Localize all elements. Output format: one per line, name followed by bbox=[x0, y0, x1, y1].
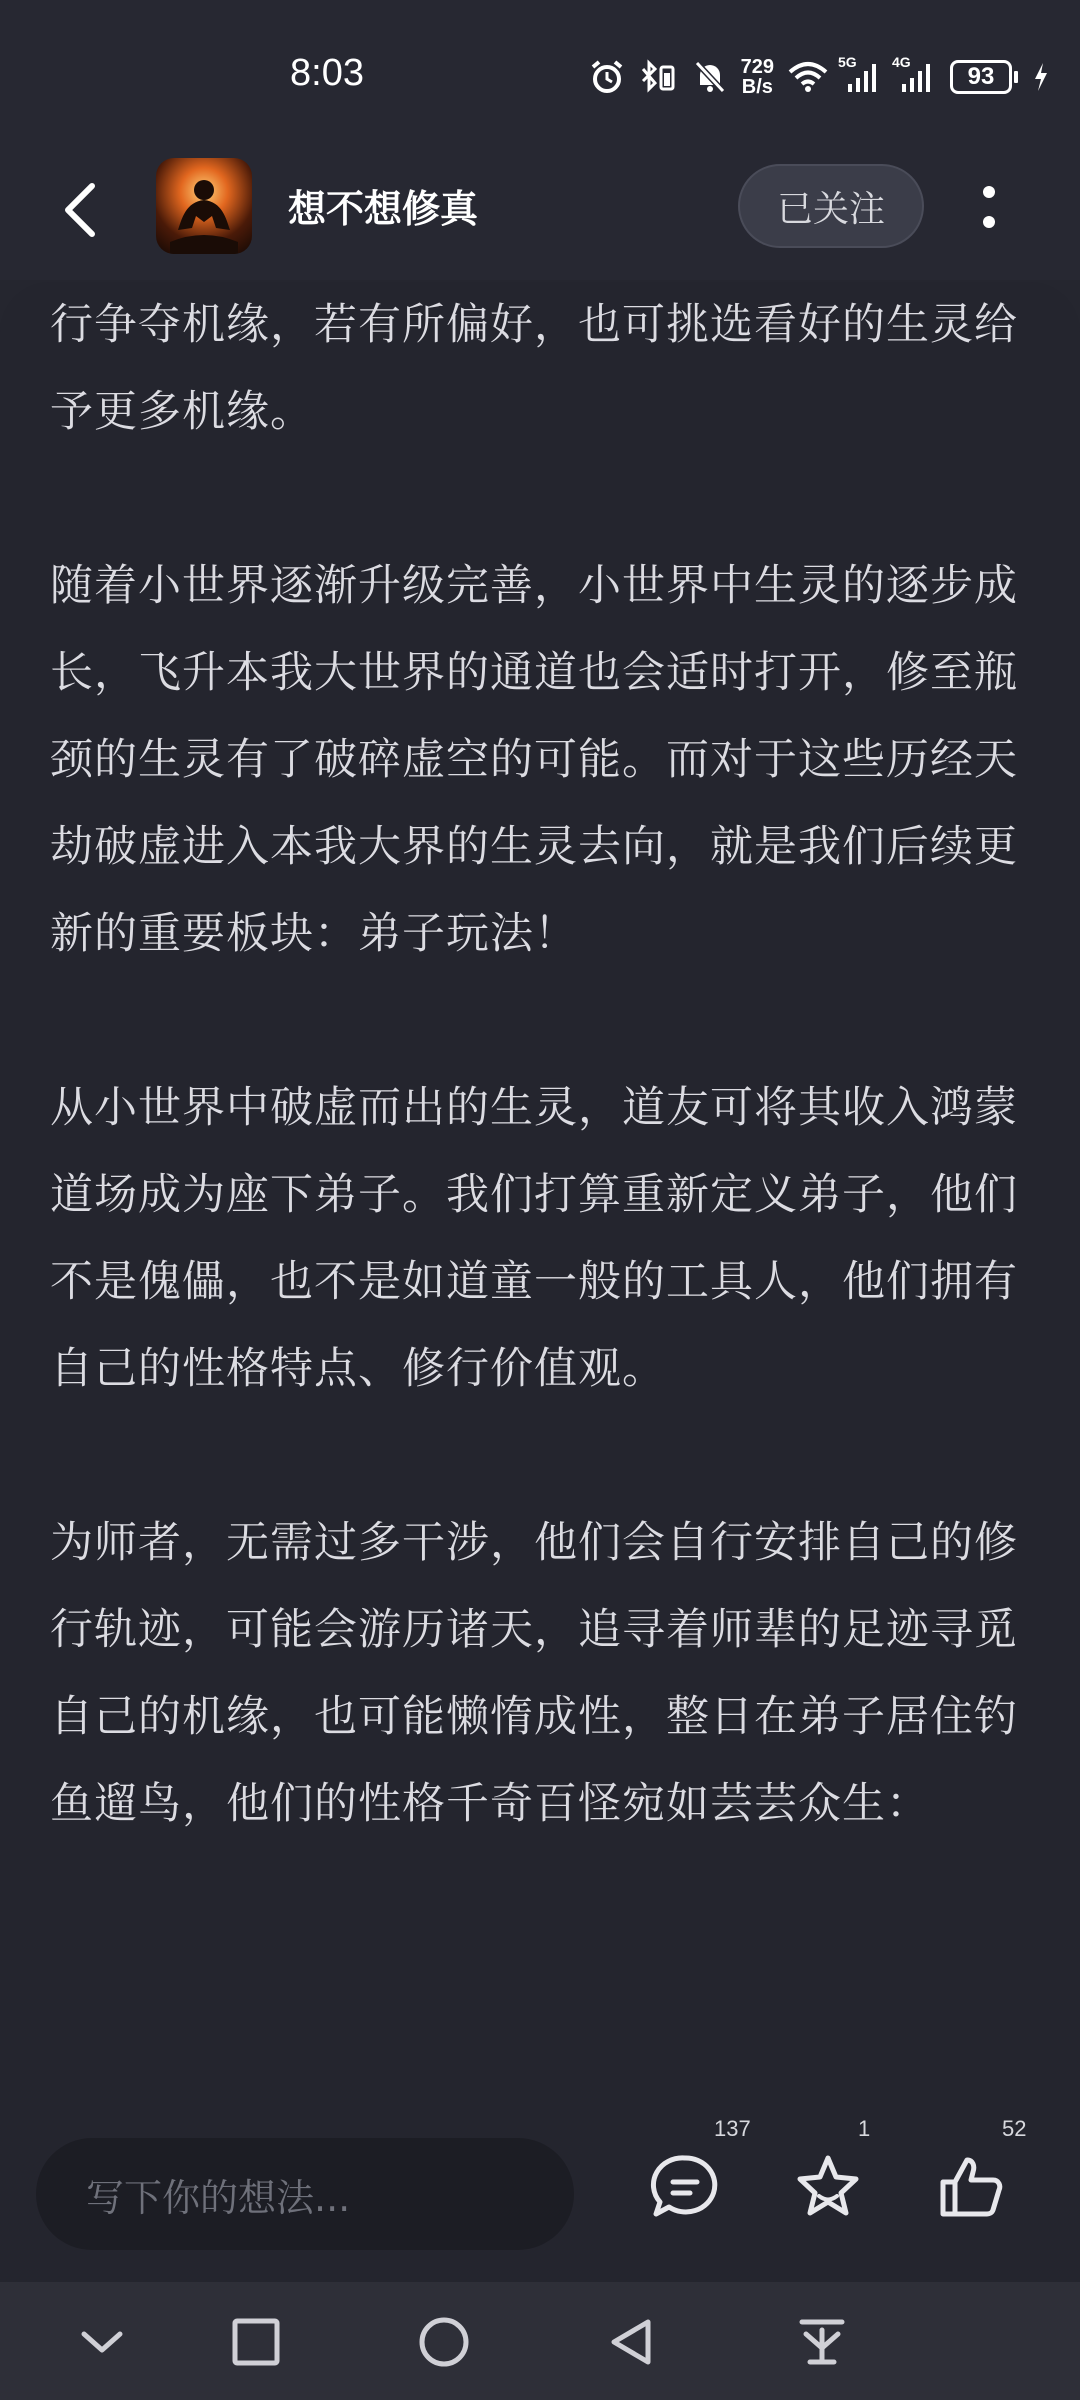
status-time: 8:03 bbox=[290, 52, 364, 94]
article-paragraph: 为师者，无需过多干涉，他们会自行安排自己的修行轨迹，可能会游历诸天，追寻着师辈的足迹寻觅自己的机缘，也可能懒惰成性，整日在弟子居住钓鱼遛鸟，他们的性格千奇百怪宛如芸芸众生： bbox=[50, 1518, 1018, 1829]
system-nav-bar bbox=[0, 2282, 1080, 2400]
article-content bbox=[0, 282, 1080, 2102]
more-vertical-icon[interactable] bbox=[976, 180, 1002, 236]
like-count: 52 bbox=[1002, 2116, 1027, 2141]
article-paragraph: 行争夺机缘，若有所偏好，也可挑选看好的生灵给予更多机缘。 bbox=[50, 300, 1018, 437]
article-paragraph: 随着小世界逐渐升级完善，小世界中生灵的逐步成长，飞升本我大世界的通道也会适时打开，修至瓶颈的生灵有了破碎虚空的可能。而对于这些历经天劫破虚进入本我大界的生灵去向，就是我们后续更新的重要板块：弟子玩法！ bbox=[50, 561, 1018, 959]
status-icons bbox=[589, 52, 1050, 102]
star-icon[interactable] bbox=[793, 2152, 863, 2222]
bottom-action-bar bbox=[0, 2100, 1080, 2282]
status-bar bbox=[0, 0, 1080, 150]
network-speed-value: 729 bbox=[740, 56, 774, 78]
network-speed bbox=[741, 57, 774, 97]
thumbs-up-icon[interactable] bbox=[937, 2152, 1007, 2222]
battery-level: 93 bbox=[950, 60, 1012, 94]
chevron-down-icon[interactable] bbox=[76, 2316, 128, 2368]
notification-pulldown-icon[interactable] bbox=[796, 2316, 848, 2368]
charging-icon bbox=[1032, 61, 1050, 93]
alarm-icon bbox=[589, 59, 625, 95]
article-body bbox=[50, 282, 1020, 1935]
comment-icon[interactable] bbox=[650, 2152, 720, 2222]
back-triangle-icon[interactable] bbox=[606, 2316, 658, 2368]
back-arrow-icon[interactable] bbox=[58, 180, 104, 240]
signal-5g-label: 5G bbox=[838, 54, 857, 70]
signal-4g-icon bbox=[892, 54, 936, 94]
wifi-icon bbox=[788, 60, 828, 94]
article-header bbox=[0, 150, 1080, 280]
signal-5g-icon bbox=[838, 54, 882, 94]
recent-apps-icon[interactable] bbox=[230, 2316, 282, 2368]
mute-bell-icon bbox=[693, 59, 727, 95]
article-paragraph: 从小世界中破虚而出的生灵，道友可将其收入鸿蒙道场成为座下弟子。我们打算重新定义弟子，他们不是傀儡，也不是如道童一般的工具人，他们拥有自己的性格特点、修行价值观。 bbox=[50, 1083, 1018, 1394]
comment-input[interactable]: 写下你的想法... bbox=[36, 2138, 574, 2250]
channel-avatar[interactable] bbox=[156, 158, 252, 254]
follow-button[interactable]: 已关注 bbox=[738, 164, 924, 248]
comment-count: 137 bbox=[714, 2116, 751, 2141]
signal-4g-label: 4G bbox=[892, 54, 911, 70]
channel-name[interactable]: 想不想修真 bbox=[288, 187, 479, 231]
battery-tip bbox=[1014, 71, 1018, 83]
battery-indicator bbox=[950, 60, 1018, 94]
favorite-count: 1 bbox=[858, 2116, 871, 2141]
home-icon[interactable] bbox=[418, 2316, 470, 2368]
bluetooth-battery-icon bbox=[639, 59, 679, 95]
network-speed-unit: B/s bbox=[741, 76, 773, 98]
